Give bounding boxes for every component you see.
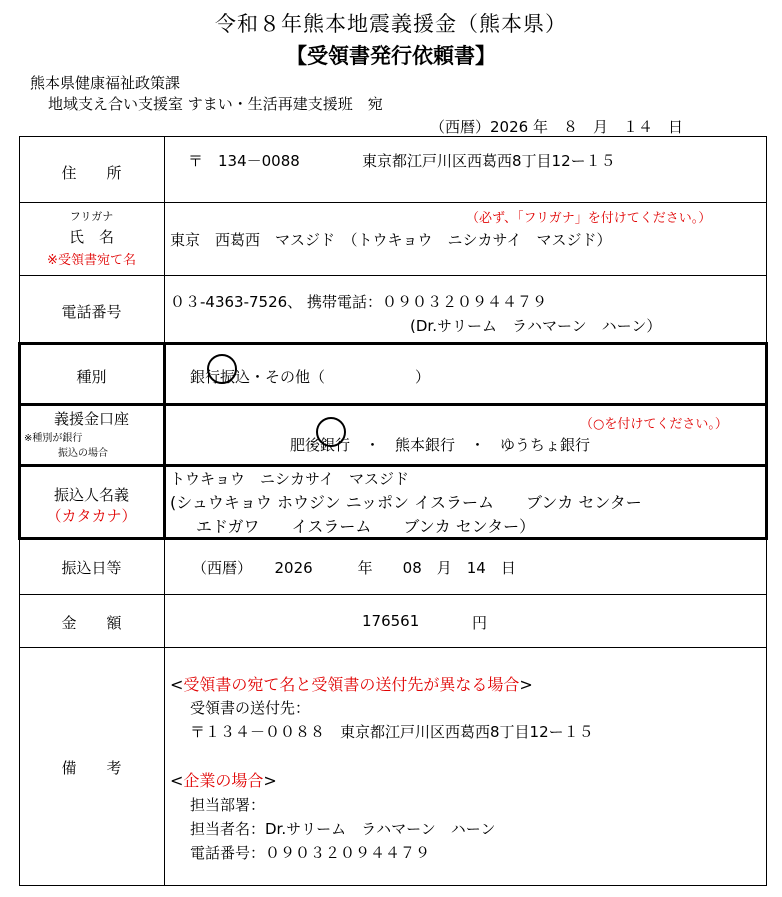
- recipient-line-2: 地域支え合い支援室 すまい・生活再建支援班 宛: [48, 95, 383, 113]
- row-divider: [19, 647, 767, 648]
- name-label: 氏 名: [68, 228, 114, 246]
- account-value: 肥後銀行 ・ 熊本銀行 ・ ゆうちょ銀行: [290, 436, 591, 454]
- column-divider: [164, 136, 165, 343]
- bank-section-divider: [18, 403, 768, 406]
- payer-line-2: (シュウキョウ ホウジン ニッポン イスラーム ブンカ センター: [170, 493, 642, 512]
- remarks-heading-2-text: 企業の場合: [183, 771, 264, 790]
- bank-section-divider: [18, 464, 768, 467]
- send-to-label: 受領書の送付先：: [190, 699, 311, 717]
- request-date: （西暦）2026 年 ８ 月 １４ 日: [430, 118, 683, 136]
- selection-circle: [207, 354, 237, 384]
- table-border-top: [19, 136, 767, 137]
- contact-phone: 電話番号：０９０３２０９４４７９: [190, 844, 431, 862]
- department-label: 担当部署：: [190, 796, 266, 814]
- furigana-label: フリガナ: [69, 210, 114, 223]
- name-note: ※受領書宛て名: [47, 253, 136, 268]
- form-subtitle: 【受領書発行依頼書】: [286, 44, 496, 68]
- payer-label: 振込人名義: [53, 486, 129, 504]
- account-note-2: 振込の場合: [58, 448, 108, 459]
- postal-code: 〒 134－0088: [188, 152, 300, 170]
- selection-circle: [316, 417, 346, 447]
- amount-value: 176561: [362, 612, 420, 630]
- address-value: 東京都江戸川区西葛西8丁目12ー１５: [362, 152, 616, 170]
- phone-label: 電話番号: [61, 303, 122, 321]
- send-to-address: 〒１３４－００８８ 東京都江戸川区西葛西8丁目12ー１５: [190, 723, 594, 741]
- type-label: 種別: [76, 368, 107, 386]
- address-label: 住 所: [61, 164, 122, 182]
- phone-contact-name: (Dr.サリーム ラハマーン ハーン）: [410, 317, 662, 335]
- name-value: 東京 西葛西 マスジド （トウキョウ ニシカサイ マスジド）: [170, 231, 612, 249]
- transfer-date-value: （西暦） 2026 年 08 月 14 日: [192, 559, 516, 577]
- payer-line-3: エドガワ イスラーム ブンカ センター）: [196, 517, 536, 536]
- phone-value: ０３-4363-7526、 携帯電話：０９０３２０９４４７９: [170, 293, 547, 311]
- account-label: 義援金口座: [53, 410, 129, 428]
- payer-note: （カタカナ）: [46, 507, 137, 525]
- remarks-heading-1: <受領書の宛て名と受領書の送付先が異なる場合>: [170, 675, 533, 694]
- account-note-1: ※種別が銀行: [24, 433, 83, 444]
- furigana-hint: （必ず、「フリガナ」を付けてください。）: [466, 211, 712, 226]
- form-title: 令和８年熊本地震義援金（熊本県）: [215, 12, 567, 36]
- remarks-heading-1-text: 受領書の宛て名と受領書の送付先が異なる場合: [183, 675, 520, 694]
- row-divider: [19, 594, 767, 595]
- row-divider: [19, 275, 767, 276]
- row-divider: [19, 202, 767, 203]
- remarks-label: 備 考: [61, 759, 122, 777]
- payer-line-1: トウキョウ ニシカサイ マスジド: [170, 470, 409, 488]
- amount-unit: 円: [472, 614, 488, 632]
- remarks-heading-2: <企業の場合>: [170, 771, 277, 790]
- contact-person: 担当者名：Dr.サリーム ラハマーン ハーン: [190, 820, 496, 838]
- recipient-line-1: 熊本県健康福祉政策課: [30, 74, 181, 92]
- type-value: 銀行振込・その他（ ）: [190, 368, 431, 386]
- transfer-date-label: 振込日等: [61, 559, 122, 577]
- account-hint: （○を付けてください。）: [580, 417, 728, 432]
- column-divider: [164, 538, 165, 886]
- table-border-bottom: [19, 885, 767, 886]
- amount-label: 金 額: [61, 614, 122, 632]
